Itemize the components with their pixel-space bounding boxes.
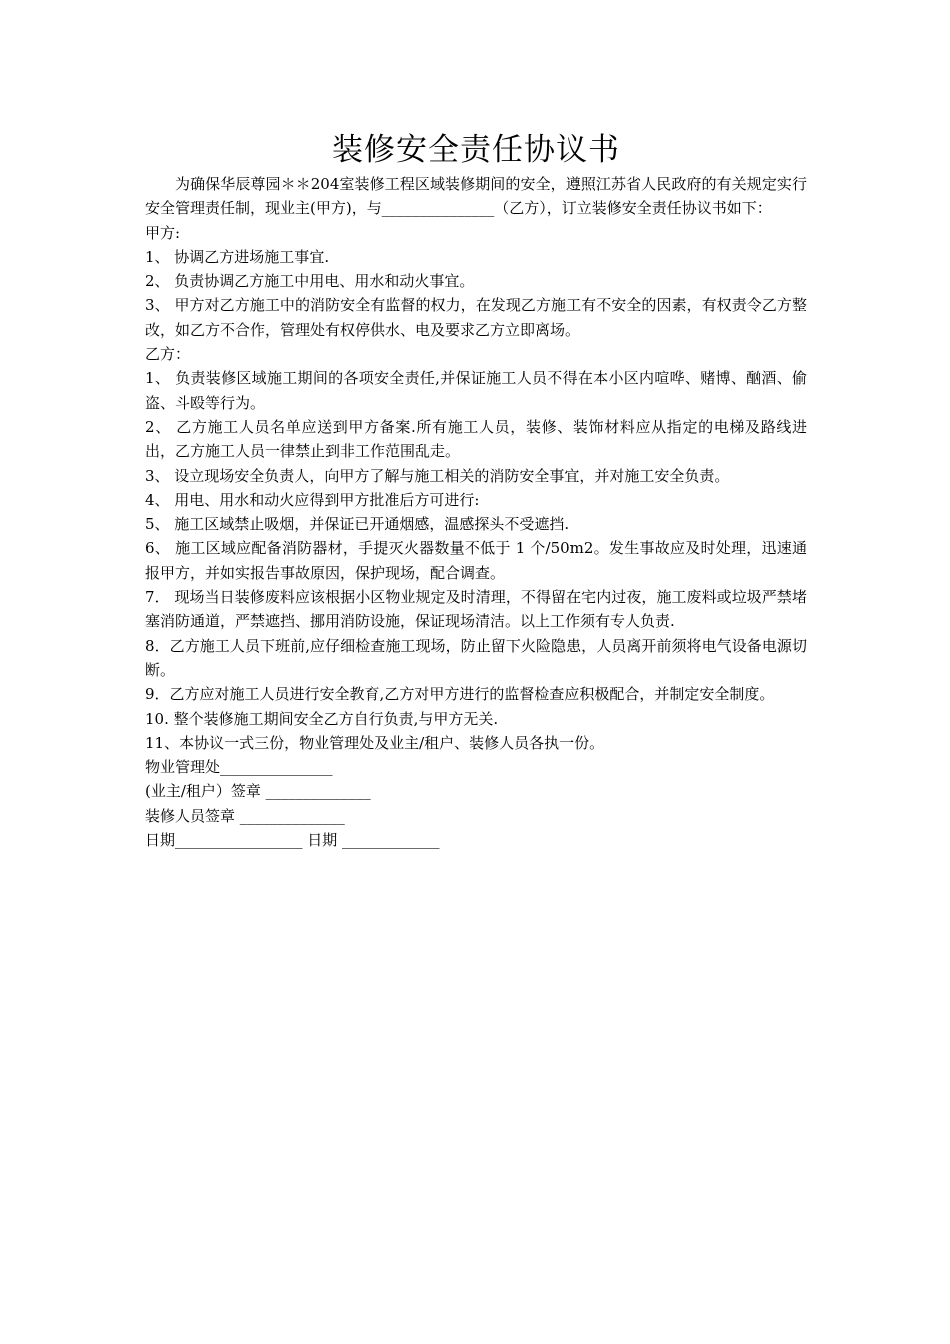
- party-b-item: 9．乙方应对施工人员进行安全教育,乙方对甲方进行的监督检查应积极配合，并制定安全制度。: [145, 685, 775, 704]
- intro-paragraph: 为确保华辰尊园＊＊204室装修工程区域装修期间的安全，遵照江苏省人民政府的有关规定实行安全管理责任制，现业主(甲方)，与_______________（乙方），订立装修安全责任协议书如下：: [145, 175, 807, 218]
- signature-line-owner: (业主/租户）签章 ______________: [145, 782, 371, 801]
- signature-line-decorator: 装修人员签章 ______________: [145, 806, 345, 825]
- party-b-item: 10. 整个装修施工期间安全乙方自行负责,与甲方无关.: [145, 709, 499, 728]
- party-b-item: 5、 施工区域禁止吸烟，并保证已开通烟感，温感探头不受遮挡.: [145, 515, 570, 534]
- party-a-item: 3、 甲方对乙方施工中的消防安全有监督的权力，在发现乙方施工有不安全的因素，有权责令乙方整改，如乙方不合作，管理处有权停供水、电及要求乙方立即离场。: [145, 296, 807, 339]
- party-a-item: 1、 协调乙方进场施工事宜.: [145, 247, 330, 266]
- party-a-heading: 甲方:: [145, 223, 181, 242]
- party-b-item: 3、 设立现场安全负责人，向甲方了解与施工相关的消防安全事宜，并对施工安全负责。: [145, 466, 730, 485]
- party-b-item: 8．乙方施工人员下班前,应仔细检查施工现场，防止留下火险隐患，人员离开前须将电气设备电源切断。: [145, 636, 807, 679]
- party-b-item: 11、本协议一式三份，物业管理处及业主/租户、装修人员各执一份。: [145, 733, 605, 752]
- signature-line-property-office: 物业管理处_______________: [145, 758, 333, 777]
- party-b-heading: 乙方：: [145, 345, 191, 364]
- party-b-item: 4、 用电、用水和动火应得到甲方批准后方可进行:: [145, 490, 480, 509]
- document-title: 装修安全责任协议书: [332, 132, 620, 168]
- party-a-item: 2、 负责协调乙方施工中用电、用水和动火事宜。: [145, 272, 475, 291]
- party-b-item: 1、 负责装修区域施工期间的各项安全责任,并保证施工人员不得在本小区内喧哗、赌博、酗酒、偷盗、斗殴等行为。: [145, 369, 807, 412]
- signature-line-dates: 日期_________________ 日期 _____________: [145, 831, 440, 850]
- party-b-item: 2、 乙方施工人员名单应送到甲方备案.所有施工人员，装修、装饰材料应从指定的电梯及路线进出，乙方施工人员一律禁止到非工作范围乱走。: [145, 417, 807, 461]
- party-b-item: 7． 现场当日装修废料应该根据小区物业规定及时清理，不得留在宅内过夜，施工废料或垃圾严禁堵塞消防通道，严禁遮挡、挪用消防设施，保证现场清洁。以上工作须有专人负责.: [145, 588, 807, 631]
- party-b-item: 6、 施工区域应配备消防器材，手提灭火器数量不低于 1 个/50m2。发生事故应及时处理，迅速通报甲方，并如实报告事故原因，保护现场，配合调查。: [145, 539, 807, 582]
- document-page: [145, 128, 807, 852]
